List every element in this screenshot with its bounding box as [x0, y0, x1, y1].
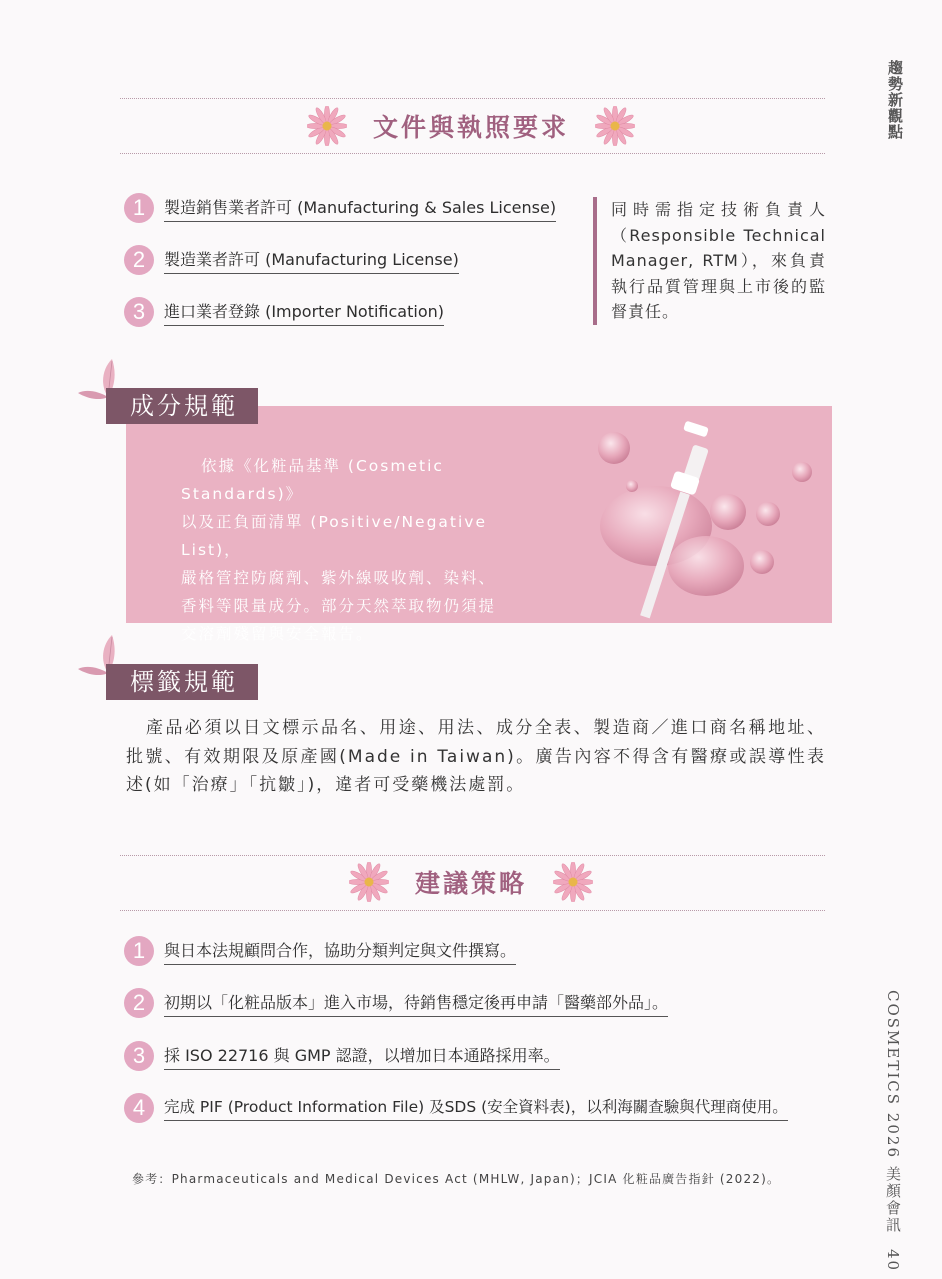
magazine-side-label	[880, 990, 904, 1272]
flower-icon	[595, 106, 635, 146]
ingredients-line: 嚴格管控防腐劑、紫外線吸收劑、染料、	[181, 569, 497, 587]
number-badge: 3	[124, 1041, 154, 1071]
flower-icon	[307, 106, 347, 146]
section-side-title: 趨勢新觀點	[886, 60, 904, 140]
document-item-text: 製造銷售業者許可 (Manufacturing & Sales License)	[164, 195, 556, 222]
number-badge: 4	[124, 1093, 154, 1123]
flower-icon	[553, 862, 593, 902]
flower-icon	[349, 862, 389, 902]
labeling-text: 產品必須以日文標示品名、用途、用法、成分全表、製造商／進口商名稱地址、批號、有效期限及原產國(Made in Taiwan)。廣告內容不得含有醫療或誤導性表述(如「治療」「抗皺」)，違者可受藥機法處罰。	[126, 718, 826, 795]
rtm-note: 同時需指定技術負責人（Responsible Technical Manager, RTM），來負責執行品質管理與上市後的監督責任。	[593, 197, 826, 325]
ingredients-line: 交溶劑殘留與安全報告。	[181, 625, 374, 643]
pump-bottle-icon	[556, 406, 832, 623]
divider-top	[120, 855, 825, 856]
ingredients-line: 以及正負面清單 (Positive/Negative List)，	[181, 513, 488, 559]
document-item-text: 製造業者許可 (Manufacturing License)	[164, 247, 459, 274]
strategy-item-text: 初期以「化粧品版本」進入市場，待銷售穩定後再申請「醫藥部外品」。	[164, 990, 668, 1017]
labeling-label: 標籤規範	[106, 664, 258, 700]
magazine-name: COSMETICS 2026 美顏會訊	[884, 990, 902, 1234]
documents-heading: 文件與執照要求	[372, 113, 569, 142]
divider-bottom	[120, 910, 825, 911]
ingredients-label: 成分規範	[106, 388, 258, 424]
reference-note: 參考：Pharmaceuticals and Medical Devices Act (MHLW, Japan)；JCIA 化粧品廣告指針 (2022)。	[132, 1172, 781, 1186]
document-item-text: 進口業者登錄 (Importer Notification)	[164, 299, 444, 326]
ingredients-line: 香料等限量成分。部分天然萃取物仍須提	[181, 597, 497, 615]
number-badge: 2	[124, 245, 154, 275]
strategy-item-text: 完成 PIF (Product Information File) 及SDS (安全資料表)，以利海關查驗與代理商使用。	[164, 1095, 788, 1121]
page-number: 40	[884, 1248, 902, 1272]
strategy-item-text: 採 ISO 22716 與 GMP 認證，以增加日本通路採用率。	[164, 1043, 560, 1070]
ingredients-line: 依據《化粧品基準 (Cosmetic Standards)》	[181, 457, 444, 503]
strategy-heading-row	[0, 862, 942, 902]
documents-heading-row	[0, 106, 942, 146]
number-badge: 3	[124, 297, 154, 327]
divider-top	[120, 98, 825, 99]
ingredients-text	[181, 452, 551, 648]
number-badge: 2	[124, 988, 154, 1018]
number-badge: 1	[124, 193, 154, 223]
number-badge: 1	[124, 936, 154, 966]
strategy-item-text: 與日本法規顧問合作，協助分類判定與文件撰寫。	[164, 938, 516, 965]
strategy-heading: 建議策略	[414, 869, 527, 898]
divider-bottom	[120, 153, 825, 154]
